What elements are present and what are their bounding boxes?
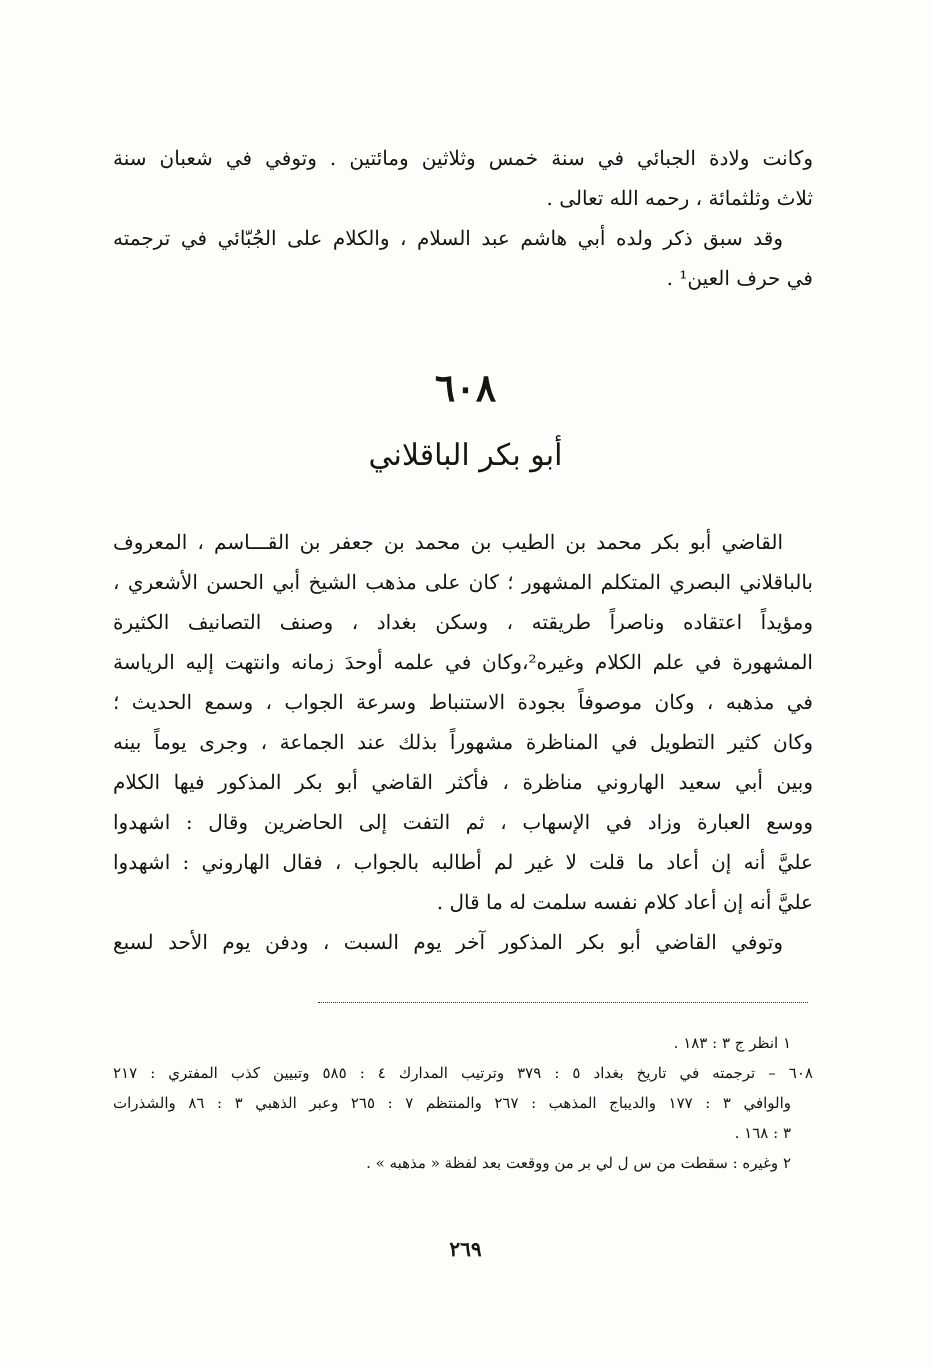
footnote-608-line-1: ٦٠٨ – ترجمته في تاريخ بغداد ٥ : ٣٧٩ وترتيب المدارك ٤ : ٥٨٥ وتبيين كذب المفتري : ٢١٧: [113, 1064, 813, 1082]
footnotes: [113, 1028, 813, 1178]
biography-paragraph: [113, 522, 813, 962]
body-line-8: ووسع العبارة وزاد في الإسهاب ، ثم التفت إلى الحاضرين وقال : اشهدوا: [113, 810, 813, 834]
intro-line-4: في حرف العين¹ .: [666, 266, 813, 290]
footnote-608-line-2: والوافي ٣ : ١٧٧ والديباج المذهب : ٢٦٧ والمنتظم ٧ : ٢٦٥ وعبر الذهبي ٣ : ٨٦ والشذرات: [113, 1094, 792, 1112]
intro-line-2: ثلاث وثلثمائة ، رحمه الله تعالى .: [546, 186, 813, 210]
footnote-1: ١ انظر ج ٣ : ١٨٣ .: [673, 1034, 791, 1052]
intro-line-3: وقد سبق ذكر ولده أبي هاشم عبد السلام ، والكلام على الجُبّائي في ترجمته: [113, 226, 783, 250]
page-number: ٢٦٩: [449, 1237, 482, 1261]
body-line-10: عليَّ أنه إن أعاد كلام نفسه سلمت له ما قال .: [436, 890, 813, 914]
footnote-divider: [318, 1002, 808, 1003]
intro-line-1: وكانت ولادة الجبائي في سنة خمس وثلاثين ومائتين . وتوفي في شعبان سنة: [113, 146, 813, 170]
body-line-7: وبين أبي سعيد الهاروني مناظرة ، فأكثر القاضي أبو بكر المذكور فيها الكلام: [113, 770, 813, 794]
body-line-2: بالباقلاني البصري المتكلم المشهور ؛ كان على مذهب الشيخ أبي الحسن الأشعري ،: [113, 570, 813, 594]
footnote-2: ٢ وغيره : سقطت من س ل لي بر من ووقعت بعد لفظة « مذهبه » .: [366, 1154, 791, 1172]
footnote-608-line-3: ٣ : ١٦٨ .: [734, 1124, 791, 1142]
body-line-1: القاضي أبو بكر محمد بن الطيب بن محمد بن جعفر بن القـــاسم ، المعروف: [113, 530, 784, 554]
body-line-3: ومؤيداً اعتقاده وناصراً طريقته ، وسكن بغداد ، وصنف التصانيف الكثيرة: [113, 610, 813, 634]
body-line-6: وكان كثير التطويل في المناظرة مشهوراً بذلك عند الجماعة ، وجرى يوماً بينه: [113, 730, 813, 754]
body-line-5: في مذهبه ، وكان موصوفاً بجودة الاستنباط وسرعة الجواب ، وسمع الحديث ؛: [113, 690, 813, 714]
entry-number: ٦٠٨: [434, 365, 497, 410]
entry-title: أبو بكر الباقلاني: [368, 438, 563, 473]
body-line-4: المشهورة في علم الكلام وغيره²،وكان في علمه أوحدَ زمانه وانتهت إليه الرياسة: [113, 650, 813, 674]
intro-paragraph: [113, 138, 813, 298]
body-line-9: عليَّ أنه إن أعاد ما قلت لا غير لم أطالبه بالجواب ، فقال الهاروني : اشهدوا: [113, 850, 813, 874]
body-line-11: وتوفي القاضي أبو بكر المذكور آخر يوم السبت ، ودفن يوم الأحد لسبع: [113, 930, 783, 954]
